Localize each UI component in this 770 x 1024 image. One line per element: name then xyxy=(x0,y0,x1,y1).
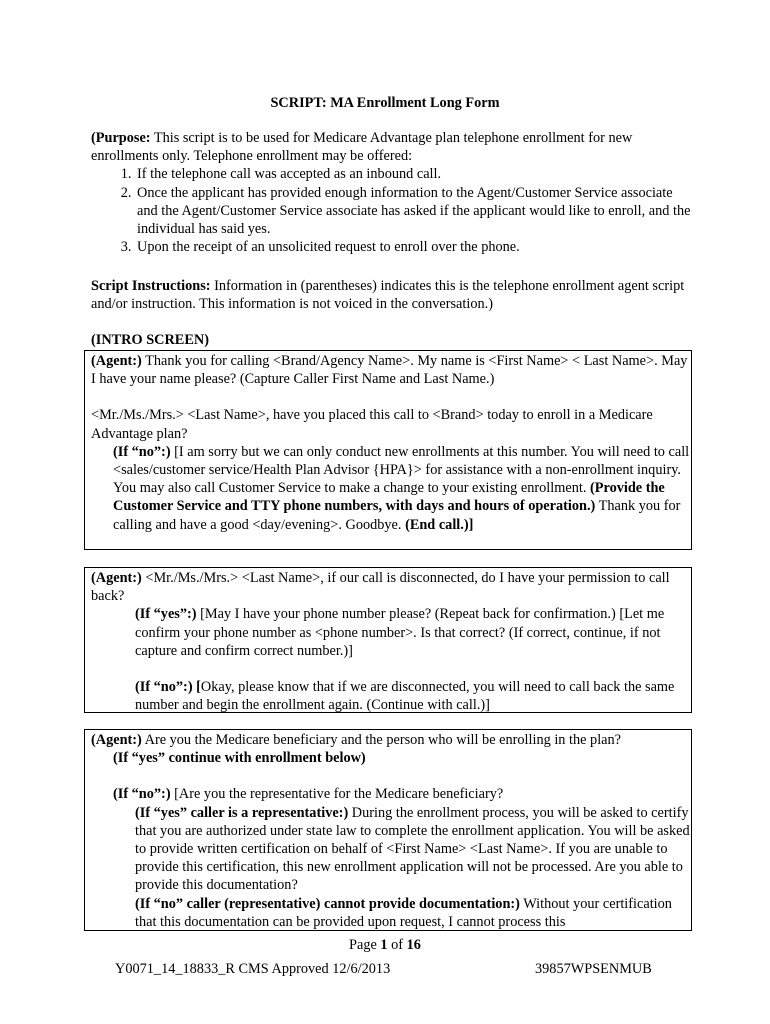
if-no-text: [Are you the representative for the Medicare beneficiary? xyxy=(170,786,504,803)
list-item: 2. Once the applicant has provided enough information to the Agent/Customer Service associate and the Agent/Customer Service associate has asked if the applicant would like to enroll, and the individual has said yes. xyxy=(135,184,691,239)
rep-label: (If “yes” caller is a representative:) xyxy=(135,804,349,821)
agent-label: (Agent:) xyxy=(91,732,142,748)
purpose-section xyxy=(91,129,691,256)
if-yes-line xyxy=(91,749,691,767)
if-yes-text: [May I have your phone number please? (Repeat back for confirmation.) [Let me confirm your phone number as <phone number>. Is that correct? (If correct, continue, if not capture and confirm correct number.)] xyxy=(135,606,665,659)
agent-label: (Agent:) xyxy=(91,570,142,586)
if-no-response xyxy=(91,785,691,803)
purpose-paragraph xyxy=(91,129,691,165)
end-call: (End call.)] xyxy=(405,516,474,533)
page-number xyxy=(0,936,770,954)
rep-text: During the enrollment process, you will be asked to certify that you are authorized under state law to complete the enrollment application. You will be asked to provide written certification on behalf of <First Name> <Last Name>. If you are unable to provide this certification, this new enrollment application will not be processed. Are you able to provide this documentation? xyxy=(135,804,690,894)
script-box-callback xyxy=(84,567,692,713)
agent-line xyxy=(91,569,691,605)
if-no-label: (If “no”:) [ xyxy=(135,679,201,696)
intro-screen-header: (INTRO SCREEN) xyxy=(91,332,209,348)
purpose-list xyxy=(91,165,691,256)
if-no-label: (If “no”:) xyxy=(113,786,171,803)
cannot-label: (If “no” caller (representative) cannot provide documentation:) xyxy=(135,895,520,912)
purpose-text: This script is to be used for Medicare Advantage plan telephone enrollment for new enrollments only. Telephone enrollment may be offered: xyxy=(91,130,633,165)
agent-line xyxy=(91,352,691,388)
page-of: of xyxy=(387,937,407,953)
cannot-text: Without your certification that this documentation can be provided upon request, I cannot process this xyxy=(135,895,672,930)
if-yes-label: (If “yes”:) xyxy=(135,606,197,623)
instructions-label: Script Instructions: xyxy=(91,278,211,294)
purpose-label: (Purpose: xyxy=(91,130,151,146)
page-prefix: Page xyxy=(349,937,381,953)
agent-text: <Mr./Ms./Mrs.> <Last Name>, if our call is disconnected, do I have your permission to call back? xyxy=(91,570,670,605)
footer-approval-code: Y0071_14_18833_R CMS Approved 12/6/2013 xyxy=(115,961,391,977)
if-no-bold: (Provide the Customer Service and TTY phone numbers, with days and hours of operation.) xyxy=(113,480,665,515)
page-total: 16 xyxy=(406,937,421,953)
enroll-question: <Mr./Ms./Mrs.> <Last Name>, have you placed this call to <Brand> today to enroll in a Medicare Advantage plan? xyxy=(91,407,653,442)
if-no-response xyxy=(91,443,691,534)
script-box-intro xyxy=(84,350,692,550)
page-title: SCRIPT: MA Enrollment Long Form xyxy=(270,95,500,111)
page-current: 1 xyxy=(380,937,388,953)
if-no-text: Okay, please know that if we are disconnected, you will need to call back the same number and begin the enrollment again. (Continue with call.)] xyxy=(135,679,675,714)
list-item: 1. If the telephone call was accepted as an inbound call. xyxy=(135,165,691,183)
instructions-text: Information in (parentheses) indicates this is the telephone enrollment agent script and/or instruction. This information is not voiced in the conversation.) xyxy=(91,278,685,313)
if-no-text-2: Thank you for calling and have a good <day/evening>. Goodbye. xyxy=(113,498,681,533)
if-no-label: (If “no”:) xyxy=(113,443,171,460)
if-no-response xyxy=(91,678,691,714)
list-item: 3. Upon the receipt of an unsolicited request to enroll over the phone. xyxy=(135,238,691,256)
representative-response xyxy=(91,804,691,895)
if-yes-response xyxy=(91,605,691,660)
script-box-beneficiary xyxy=(84,729,692,931)
agent-text: Are you the Medicare beneficiary and the person who will be enrolling in the plan? xyxy=(141,732,622,748)
agent-line xyxy=(91,731,691,749)
agent-text: Thank you for calling <Brand/Agency Name>. My name is <First Name> < Last Name>. May I have your name please? (Capture Caller First Name and Last Name.) xyxy=(91,353,688,388)
script-instructions xyxy=(91,277,691,313)
footer-doc-id: 39857WPSENMUB xyxy=(535,961,652,977)
cannot-provide-response xyxy=(91,895,691,931)
if-no-text: [I am sorry but we can only conduct new enrollments at this number. You will need to call <sales/customer service/Health Plan Advisor {HPA}> for assistance with a non-enrollment inquiry. You may also call Customer Service to make a change to your existing enrollment. xyxy=(113,443,690,497)
if-yes-label: (If “yes” continue with enrollment below) xyxy=(113,750,366,767)
agent-label: (Agent:) xyxy=(91,353,142,369)
